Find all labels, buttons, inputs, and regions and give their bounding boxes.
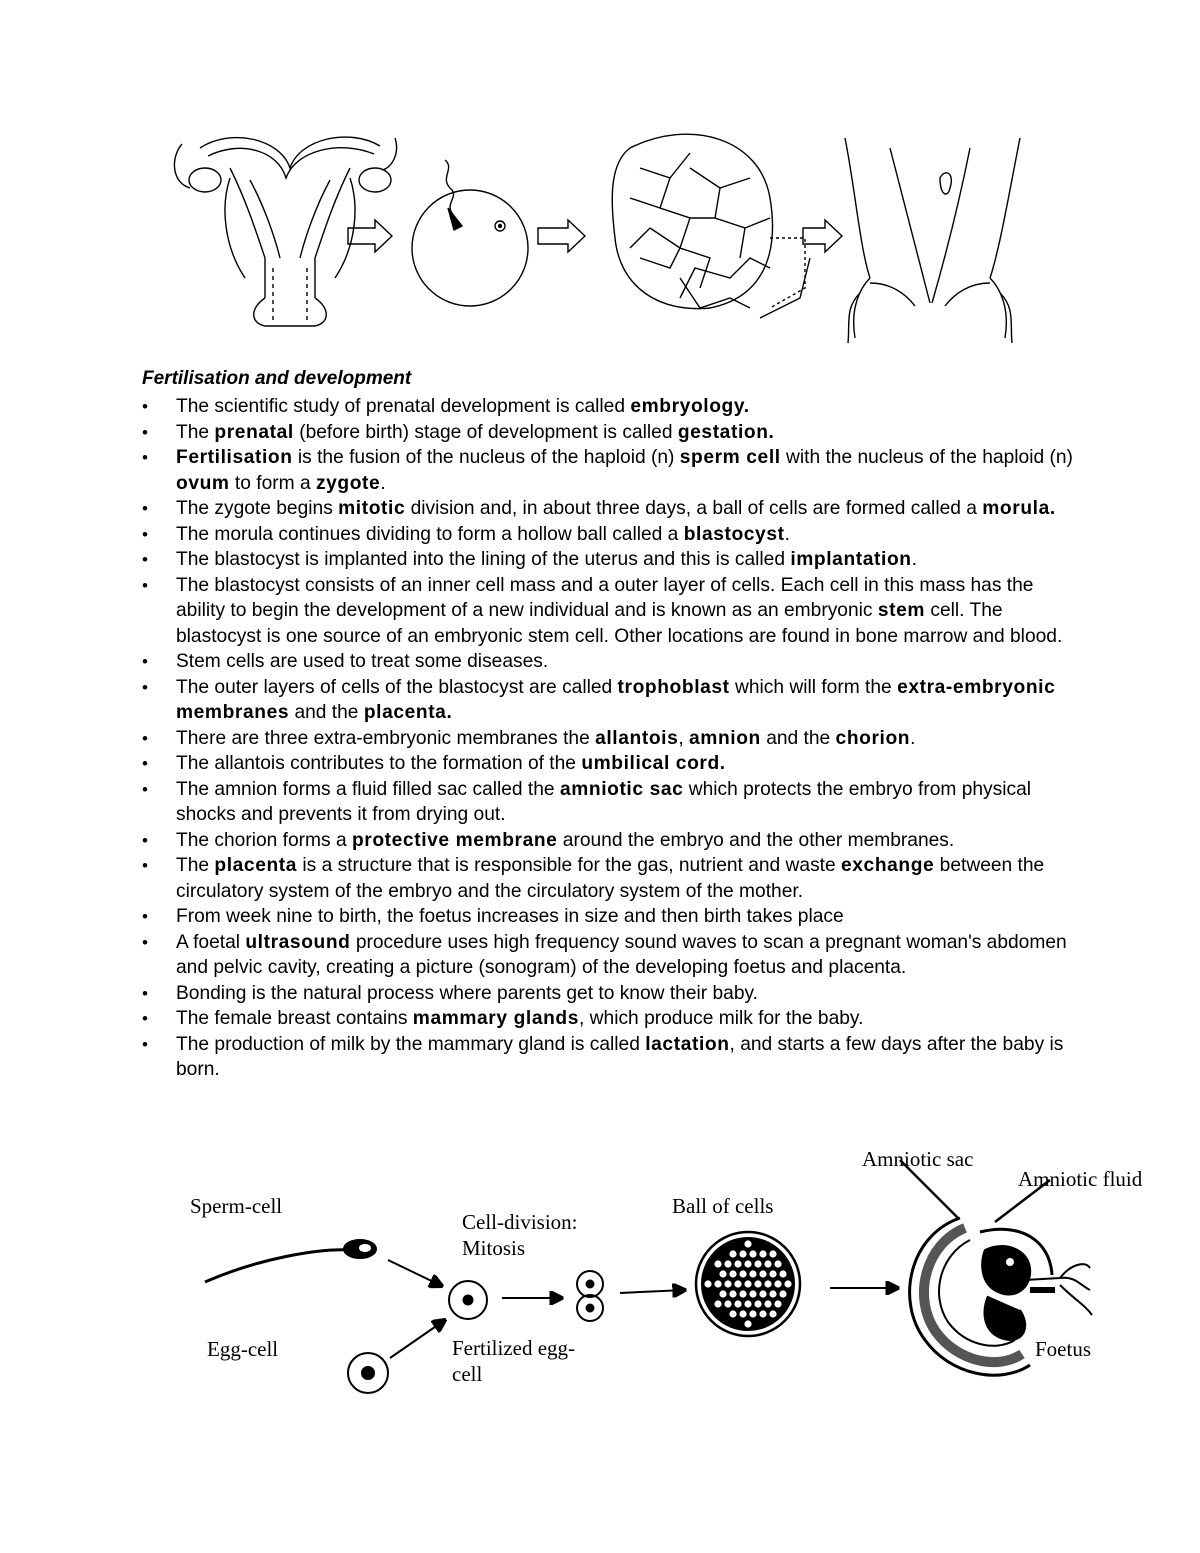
- bullet-text: The allantois contributes to the formation of the: [176, 753, 582, 774]
- implanted-uterus-illustration: [845, 138, 1020, 343]
- bullet-item: [142, 1006, 1082, 1032]
- bold-term: gestation.: [677, 421, 775, 443]
- bullet-text: The blastocyst consists of an inner cell mass and a outer layer of cells. Each cell in this mass has the ability to begin the development of a new individual and is known as an embryonic: [176, 574, 1034, 621]
- bullet-item: [142, 445, 1082, 496]
- bullet-text: .: [910, 727, 916, 749]
- label-amniotic-sac: Amniotic sac: [862, 1147, 974, 1171]
- bold-term: chorion: [835, 727, 911, 749]
- bullet-item: [142, 981, 1082, 1007]
- label-amniotic-fluid: Amniotic fluid: [1018, 1167, 1143, 1191]
- label-foetus: Foetus: [1035, 1337, 1092, 1361]
- label-fertilized-cell: cell: [452, 1362, 483, 1386]
- blastocyst-implantation-illustration: [612, 134, 810, 318]
- bullet-item: [142, 522, 1082, 548]
- bullet-text: is the fusion of the nucleus of the haploid (n): [292, 447, 680, 468]
- bullet-text: .: [380, 472, 386, 494]
- arrow-sperm-to-zygote: [388, 1260, 442, 1286]
- bullet-item: [142, 420, 1082, 446]
- egg-cell-shape: [348, 1353, 388, 1393]
- bullet-text: The: [176, 421, 215, 443]
- bullet-item: [142, 1032, 1082, 1083]
- two-cell-shape: [577, 1271, 603, 1321]
- bullet-item: [142, 394, 1082, 420]
- bullet-item: [142, 777, 1082, 828]
- bold-term: mitotic: [338, 498, 406, 519]
- bullet-text: with the nucleus of the haploid (n): [780, 447, 1073, 468]
- label-sperm-cell: Sperm-cell: [190, 1194, 283, 1218]
- uterus-illustration: [174, 137, 396, 326]
- bullet-text: ,: [678, 727, 690, 749]
- bullet-text: , and starts a few days after the baby is born.: [176, 1033, 1064, 1080]
- bullet-text: division and, in about three days, a ball of cells are formed called a: [405, 498, 983, 519]
- bullet-text: Stem cells are used to treat some diseases.: [176, 651, 549, 672]
- bullet-item: [142, 675, 1082, 726]
- bullet-text: The chorion forms a: [176, 829, 352, 851]
- bold-term: Fertilisation: [176, 447, 293, 468]
- bullet-item: [142, 649, 1082, 675]
- bullet-text: There are three extra-embryonic membranes the: [176, 727, 596, 749]
- section-heading: Fertilisation and development: [142, 368, 412, 389]
- bullet-text: The outer layers of cells of the blastocyst are called: [176, 676, 618, 698]
- bullet-text: and the: [760, 727, 836, 749]
- bullet-text: The amnion forms a fluid filled sac called the: [176, 778, 560, 800]
- bold-term: ultrasound: [245, 931, 351, 953]
- bullet-text: to form a: [229, 472, 316, 494]
- bullet-list: [142, 394, 1082, 1083]
- bold-term: morula.: [982, 498, 1056, 519]
- bold-term: protective membrane: [351, 829, 558, 851]
- ball-of-cells-shape: [696, 1232, 800, 1336]
- bullet-text: between the circulatory system of the embryo and the circulatory system of the mother.: [176, 855, 1045, 902]
- bold-term: zygote: [315, 472, 381, 494]
- bullet-item: [142, 853, 1082, 904]
- label-fertilized-egg: Fertilized egg-: [452, 1336, 576, 1360]
- bold-term: allantois: [595, 727, 679, 749]
- bullet-text: The morula continues dividing to form a hollow ball called a: [176, 523, 684, 545]
- arrow-division-to-ball: [620, 1290, 685, 1293]
- bullet-text: , which produce milk for the baby.: [579, 1008, 864, 1029]
- bullet-text: which protects the embryo from physical shocks and prevents it from drying out.: [176, 778, 1032, 825]
- bullet-text: around the embryo and the other membranes.: [557, 829, 955, 851]
- bullet-item: [142, 904, 1082, 930]
- bullet-text: .: [784, 523, 790, 545]
- bold-term: amniotic sac: [559, 778, 684, 800]
- arrow-2: [538, 220, 585, 252]
- bullet-item: [142, 547, 1082, 573]
- bullet-item: [142, 726, 1082, 752]
- bullet-text: A foetal: [176, 931, 246, 953]
- egg-fertilisation-illustration: [412, 160, 528, 306]
- bold-term: exchange: [841, 855, 935, 876]
- bold-term: placenta.: [363, 702, 453, 723]
- label-egg-cell: Egg-cell: [207, 1337, 279, 1361]
- bullet-text: Bonding is the natural process where parents get to know their baby.: [176, 982, 759, 1004]
- top-development-illustration: [170, 108, 1040, 348]
- label-cell-division: Cell-division:: [462, 1210, 578, 1234]
- bullet-text: and the: [289, 702, 364, 723]
- bullet-item: [142, 828, 1082, 854]
- bullet-text: (before birth) stage of development is called: [293, 421, 678, 443]
- bullet-text: is a structure that is responsible for the gas, nutrient and waste: [297, 855, 841, 876]
- bold-term: stem: [877, 600, 926, 621]
- bold-term: ovum: [176, 472, 230, 494]
- bullet-text: From week nine to birth, the foetus increases in size and then birth takes place: [176, 906, 844, 927]
- bullet-item: [142, 751, 1082, 777]
- bold-term: mammary glands: [412, 1008, 580, 1029]
- bold-term: embryology.: [630, 396, 750, 417]
- bullet-text: The: [176, 855, 215, 876]
- bold-term: placenta: [214, 855, 298, 876]
- sperm-cell-shape: [205, 1240, 376, 1282]
- bullet-text: The scientific study of prenatal development is called: [176, 396, 631, 417]
- bullet-text: The blastocyst is implanted into the lining of the uterus and this is called: [176, 549, 791, 570]
- label-mitosis: Mitosis: [462, 1236, 526, 1260]
- bold-term: amnion: [689, 727, 761, 749]
- bold-term: trophoblast: [617, 676, 730, 698]
- bullet-text: The zygote begins: [176, 498, 339, 519]
- bold-term: prenatal: [214, 421, 294, 443]
- arrow-3: [803, 220, 842, 252]
- arrow-egg-to-zygote: [390, 1320, 445, 1358]
- bold-term: sperm cell: [679, 447, 781, 468]
- bullet-item: [142, 573, 1082, 650]
- bullet-text: procedure uses high frequency sound waves to scan a pregnant woman's abdomen and pelvic cavity, creating a picture (sonogram) of the developing foetus and placenta.: [176, 931, 1067, 978]
- bold-term: blastocyst: [683, 523, 785, 545]
- label-ball-of-cells: Ball of cells: [672, 1194, 774, 1218]
- bold-term: lactation: [645, 1033, 730, 1055]
- bold-term: umbilical cord.: [581, 753, 726, 774]
- bullet-text: The production of milk by the mammary gland is called: [176, 1033, 646, 1055]
- bullet-text: The female breast contains: [176, 1008, 413, 1029]
- bullet-text: cell. The blastocyst is one source of an embryonic stem cell. Other locations are found in bone marrow and blood.: [176, 600, 1063, 647]
- zygote-shape: [449, 1281, 487, 1319]
- bullet-text: which will form the: [729, 676, 898, 698]
- bullet-text: .: [911, 549, 917, 570]
- bold-term: implantation: [790, 549, 912, 570]
- bold-term: extra-embryonic membranes: [176, 676, 1056, 723]
- bullet-item: [142, 930, 1082, 981]
- bullet-item: [142, 496, 1082, 522]
